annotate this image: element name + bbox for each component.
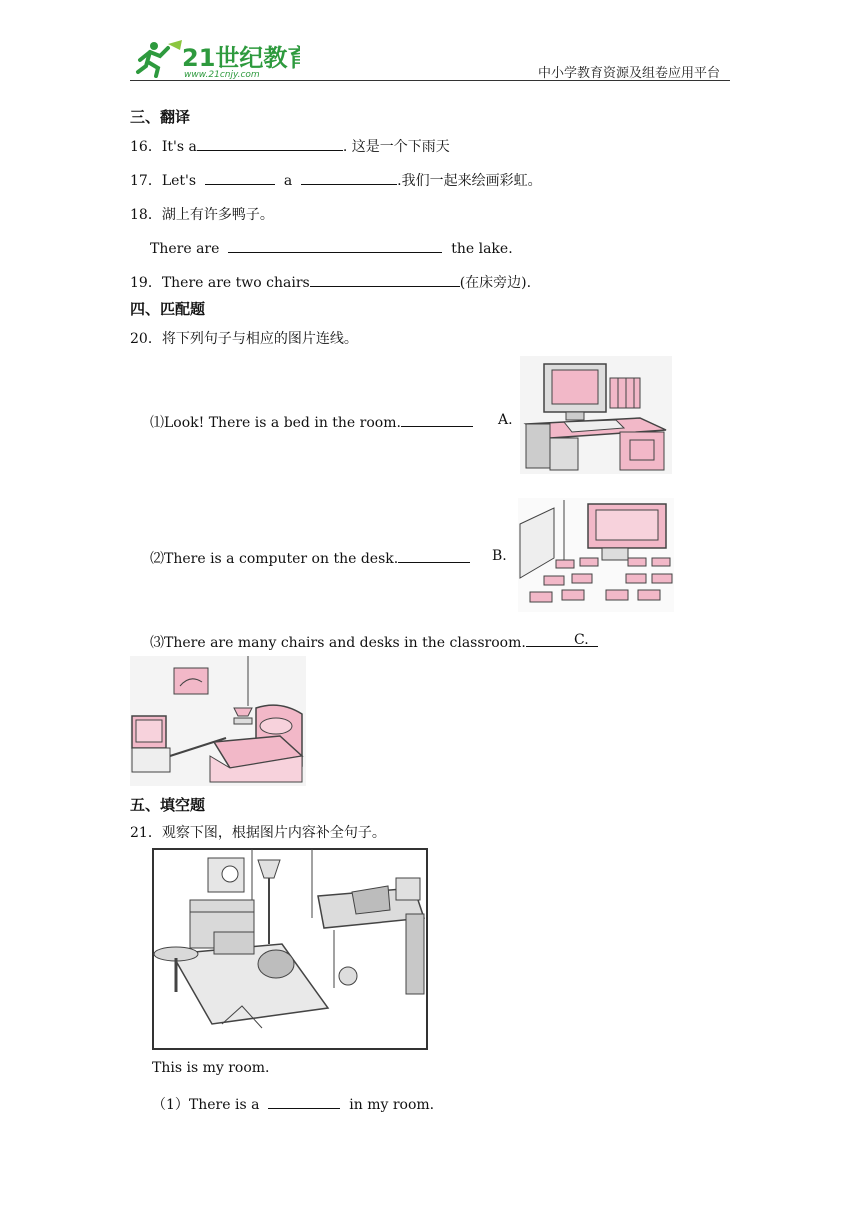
match-letter-c: C. xyxy=(574,632,589,648)
picture-classroom xyxy=(518,498,674,612)
blank-21-1[interactable] xyxy=(268,1094,340,1109)
site-logo xyxy=(130,36,300,80)
blank-20-2[interactable] xyxy=(398,548,470,563)
picture-my-room xyxy=(152,848,428,1050)
blank-20-1[interactable] xyxy=(401,412,473,427)
match-item-1: ⑴Look! There is a bed in the room. xyxy=(150,412,473,432)
question-21-1: （1）There is a in my room. xyxy=(152,1094,434,1114)
blank-19[interactable] xyxy=(310,272,460,287)
match-item-3: ⑶There are many chairs and desks in the classroom. xyxy=(150,632,598,652)
match-item-2: ⑵There is a computer on the desk. xyxy=(150,548,470,568)
section-5-title: 五、填空题 xyxy=(130,796,206,814)
platform-name: 中小学教育资源及组卷应用平台 xyxy=(538,66,721,81)
question-21: 21．观察下图，根据图片内容补全句子。 xyxy=(130,825,386,841)
picture-computer-desk xyxy=(520,356,672,474)
logo-text: 21世纪教育 xyxy=(182,44,300,72)
section-4-title: 四、匹配题 xyxy=(130,300,206,318)
blank-18[interactable] xyxy=(228,238,442,253)
question-16: 16．It's a . 这是一个下雨天 xyxy=(130,136,450,156)
logo-url: www.21cnjy.com xyxy=(184,70,260,80)
question-18-sentence: There are the lake. xyxy=(150,238,513,257)
match-letter-a: A. xyxy=(498,412,513,428)
picture-bedroom xyxy=(130,656,306,786)
header-divider xyxy=(130,80,730,81)
match-letter-b: B. xyxy=(492,548,507,564)
blank-16[interactable] xyxy=(197,136,343,151)
section-3-title: 三、翻译 xyxy=(130,108,191,126)
question-17: 17．Let's a .我们一起来绘画彩虹。 xyxy=(130,170,542,190)
question-19: 19．There are two chairs (在床旁边). xyxy=(130,272,531,292)
blank-17b[interactable] xyxy=(301,170,397,185)
room-intro: This is my room. xyxy=(152,1060,270,1076)
blank-17a[interactable] xyxy=(205,170,275,185)
question-18: 18．湖上有许多鸭子。 xyxy=(130,207,274,223)
question-20: 20．将下列句子与相应的图片连线。 xyxy=(130,331,358,347)
